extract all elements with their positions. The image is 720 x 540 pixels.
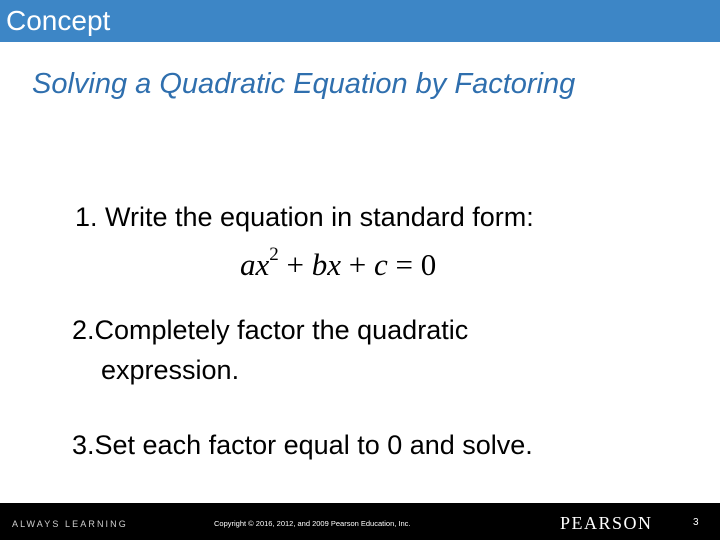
eq-plus2: +: [341, 247, 374, 282]
eq-plus: +: [278, 247, 312, 282]
eq-x: x: [255, 247, 270, 282]
standard-form-equation: [240, 243, 437, 283]
pearson-logo: PEARSON: [560, 513, 653, 533]
eq-equals-zero: = 0: [387, 247, 437, 282]
step-1: 1. Write the equation in standard form:: [75, 202, 534, 232]
eq-b: b: [311, 247, 328, 282]
page-number: 3: [693, 517, 699, 528]
header-bar: [0, 0, 720, 42]
always-learning-tagline: ALWAYS LEARNING: [12, 519, 128, 529]
copyright-notice: Copyright © 2016, 2012, and 2009 Pearson Education, Inc.: [214, 519, 411, 528]
slide-subtitle: Solving a Quadratic Equation by Factoring: [32, 68, 576, 100]
footer-bar: [0, 503, 720, 540]
eq-x2: x: [327, 247, 342, 282]
step-3: 3.Set each factor equal to 0 and solve.: [72, 430, 533, 460]
eq-c: c: [374, 247, 388, 282]
step-2-continued: expression.: [101, 355, 240, 385]
eq-a: a: [240, 247, 256, 282]
eq-exponent: 2: [269, 243, 279, 265]
slide-section-title: Concept: [6, 5, 111, 36]
step-2: 2.Completely factor the quadratic: [72, 315, 469, 345]
